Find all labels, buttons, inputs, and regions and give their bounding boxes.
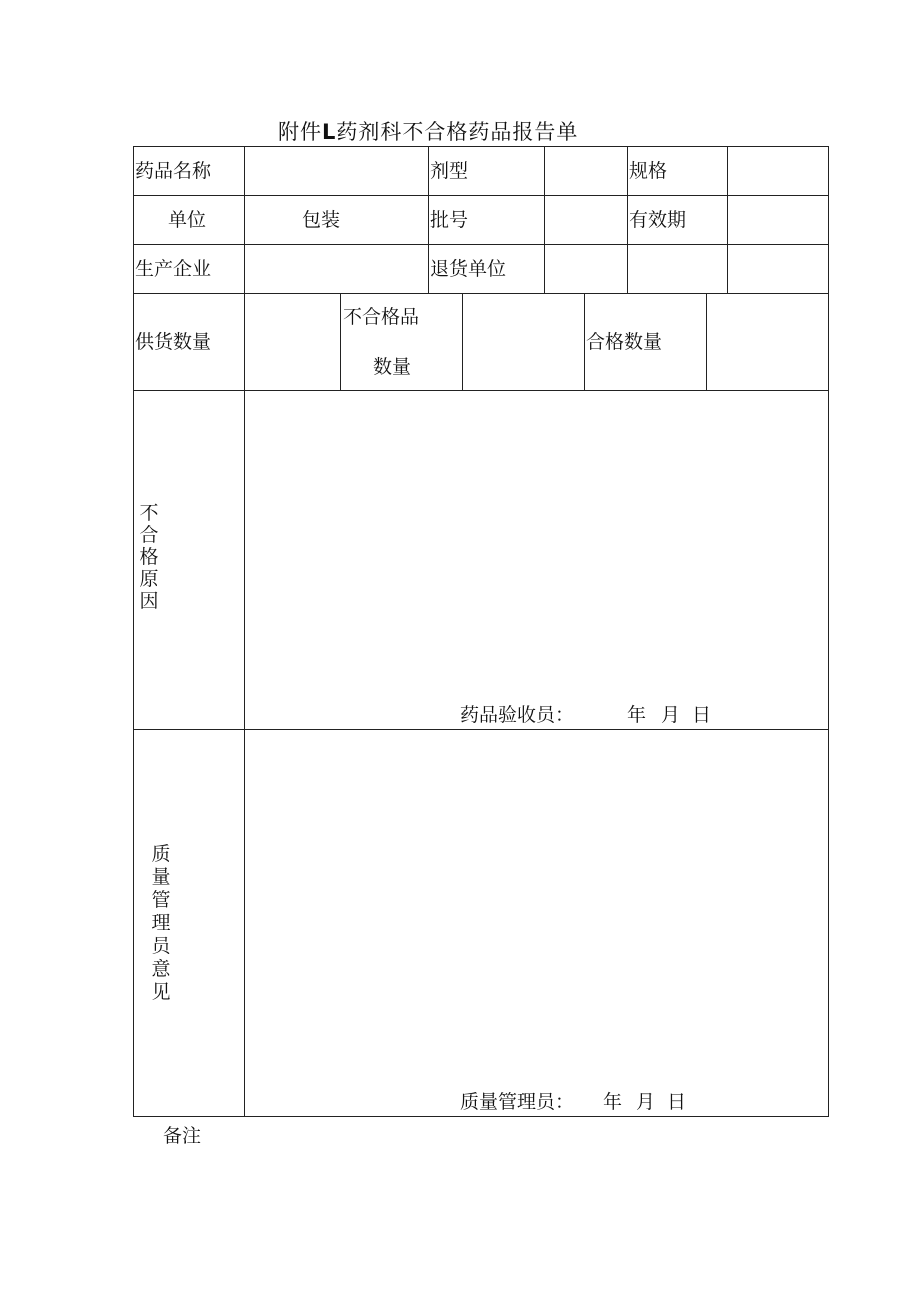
column-divider (462, 293, 463, 391)
row-divider (133, 195, 829, 196)
package-label: 包装 (302, 209, 341, 231)
column-divider (544, 146, 545, 294)
manufacturer-label: 生产企业 (135, 258, 212, 280)
batch-label: 批号 (430, 209, 469, 231)
column-divider (340, 293, 341, 391)
manager-label: 质量管理员： (460, 1091, 575, 1113)
column-divider (706, 293, 707, 391)
dosage-form-label: 剂型 (430, 160, 469, 182)
unit-label: 单位 (168, 209, 207, 231)
remark-label: 备注 (163, 1125, 202, 1147)
unqualified-qty-label-line2: 数量 (373, 356, 412, 378)
qualified-qty-label: 合格数量 (586, 331, 663, 353)
return-unit-label: 退货单位 (430, 258, 507, 280)
column-divider (244, 146, 245, 1117)
expiry-label: 有效期 (629, 209, 687, 231)
supply-qty-label: 供货数量 (135, 331, 212, 353)
unqualified-qty-label-line1: 不合格品 (343, 306, 420, 328)
table-border-bottom (133, 1116, 829, 1117)
reason-label: 不合格原因 (139, 502, 159, 612)
column-divider (627, 146, 628, 294)
inspector-date-year: 年 (627, 704, 647, 726)
manager-date-day: 日 (667, 1091, 687, 1113)
manager-date-year: 年 (603, 1091, 623, 1113)
opinion-label: 质量管理员意见 (151, 843, 171, 1003)
column-divider (584, 293, 585, 391)
inspector-date-day: 日 (692, 704, 712, 726)
page-title (278, 116, 578, 146)
title-prefix: 附件 (278, 120, 322, 144)
title-letter: L (322, 120, 337, 144)
row-divider (133, 729, 829, 730)
column-divider (428, 146, 429, 294)
row-divider (133, 293, 829, 294)
row-divider (133, 244, 829, 245)
column-divider (727, 146, 728, 294)
table-border-left (133, 146, 134, 1117)
table-border-right (828, 146, 829, 1117)
inspector-label: 药品验收员： (460, 704, 575, 726)
table-border-top (133, 146, 829, 147)
spec-label: 规格 (629, 160, 668, 182)
row-divider (133, 390, 829, 391)
inspector-date-month: 月 (661, 704, 681, 726)
drug-name-label: 药品名称 (135, 160, 212, 182)
title-main: 药剂科不合格药品报告单 (336, 120, 579, 144)
manager-date-month: 月 (636, 1091, 656, 1113)
